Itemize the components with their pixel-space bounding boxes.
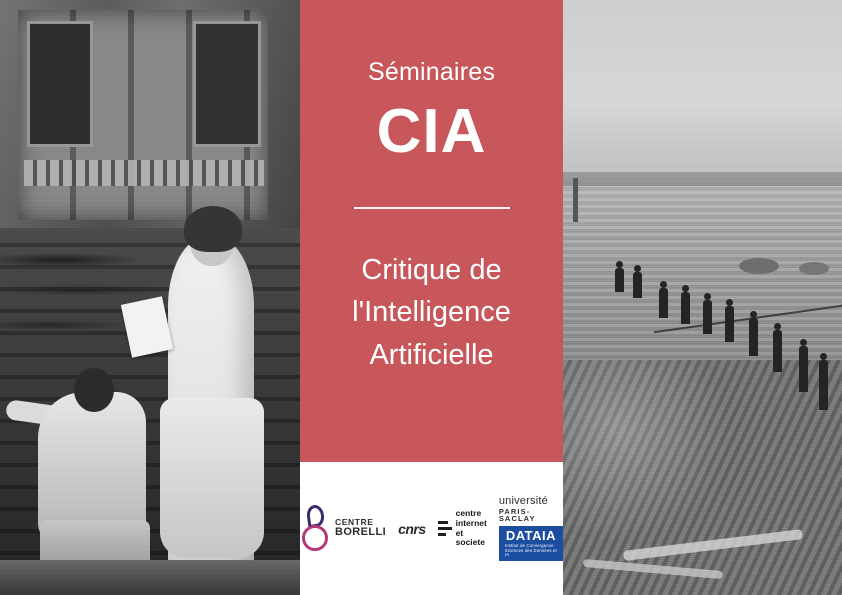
subtitle-line-2: l'Intelligence bbox=[352, 296, 511, 329]
logo-centre-internet-et-societe bbox=[438, 509, 487, 548]
cis-line2: internet bbox=[455, 517, 487, 528]
subtitle-line-1: Critique de bbox=[361, 254, 502, 286]
ups-line2: PARIS-SACLAY bbox=[498, 506, 536, 524]
centre-borelli-mark-icon bbox=[300, 505, 330, 553]
cis-line1: centre bbox=[455, 507, 482, 518]
cnrs-wordmark: cnrs bbox=[398, 520, 426, 537]
logo-universite-paris-saclay bbox=[499, 496, 563, 561]
centre-borelli-wordmark bbox=[335, 518, 386, 538]
logo-centre-borelli bbox=[300, 505, 386, 553]
subtitle-line-3: Artificielle bbox=[369, 338, 494, 371]
cis-wordmark bbox=[456, 509, 487, 548]
centre-borelli-line2: BORELLI bbox=[335, 526, 387, 539]
film-grain-overlay bbox=[563, 0, 842, 595]
dataia-subtitle: Institut de Convergence Sciences des Données et IA bbox=[504, 543, 557, 557]
film-grain-overlay bbox=[0, 0, 300, 595]
centre-borelli-line1: CENTRE bbox=[335, 517, 374, 528]
cis-line3: et societe bbox=[455, 527, 485, 548]
dataia-title: DATAIA bbox=[505, 528, 556, 544]
logo-cnrs bbox=[398, 521, 426, 537]
logo-band bbox=[300, 462, 563, 595]
series-subtitle bbox=[313, 249, 551, 376]
right-photograph bbox=[563, 0, 842, 595]
ups-line1: université bbox=[498, 495, 548, 508]
left-photograph bbox=[0, 0, 300, 595]
ups-wordmark bbox=[499, 496, 563, 523]
series-acronym: CIA bbox=[376, 97, 487, 166]
logo-dataia bbox=[499, 526, 563, 561]
series-kicker: Séminaires bbox=[367, 58, 496, 86]
divider-rule bbox=[354, 207, 510, 209]
cis-bars-icon bbox=[438, 521, 452, 536]
